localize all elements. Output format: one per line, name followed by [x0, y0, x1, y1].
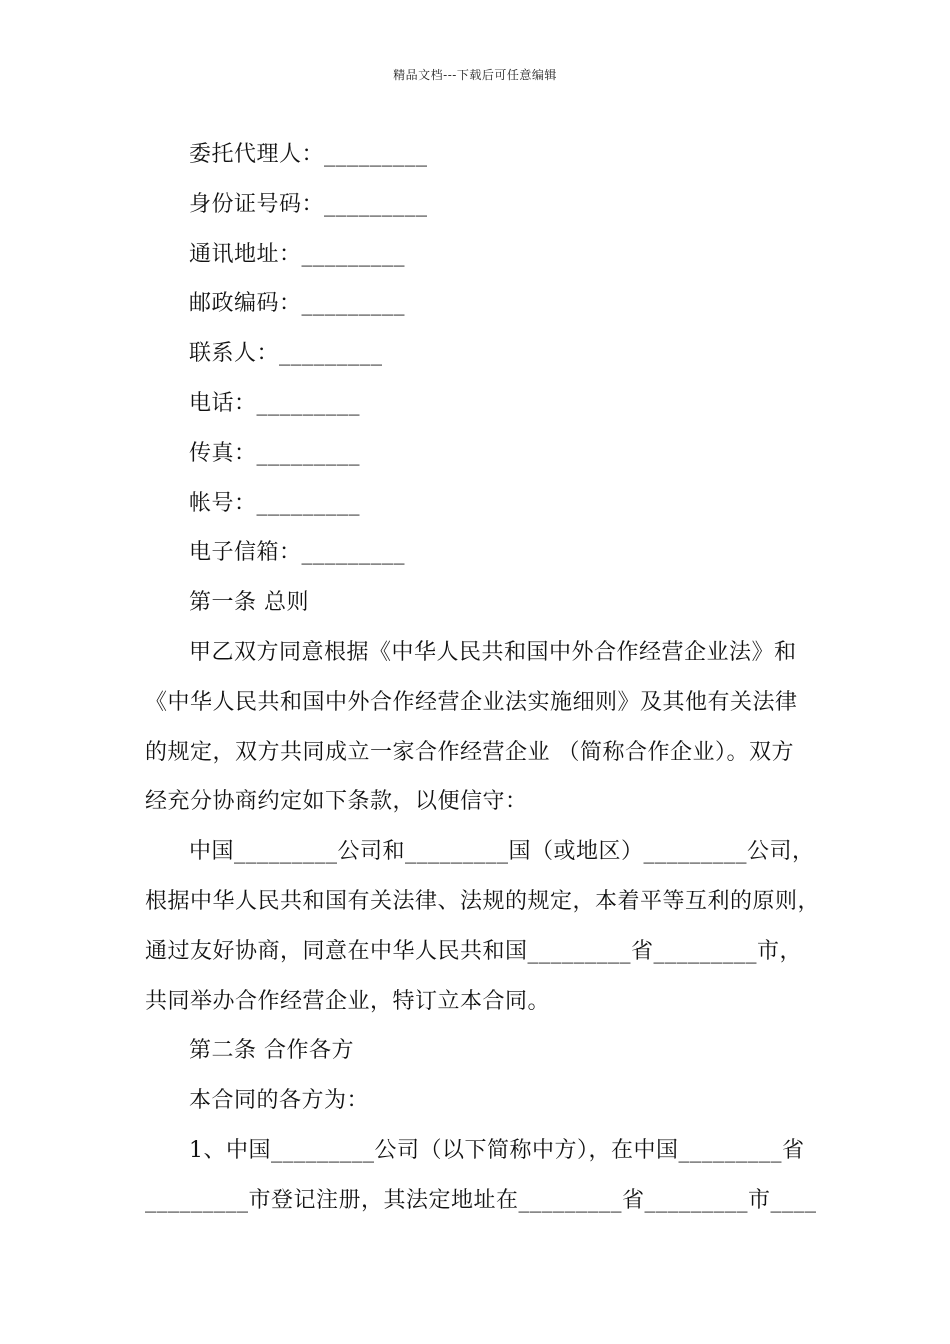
paragraph-line: 通过友好协商，同意在中华人民共和国_________省_________市，: [145, 938, 803, 964]
paragraph-line: 甲乙双方同意根据《中华人民共和国中外合作经营企业法》和: [189, 639, 797, 665]
field-agent: 委托代理人：_________: [189, 142, 428, 167]
article-1-heading: 第一条 总则: [189, 590, 309, 616]
paragraph-line: 根据中华人民共和国有关法律、法规的规定，本着平等互利的原则，: [145, 888, 821, 914]
paragraph-line: 共同举办合作经营企业，特订立本合同。: [145, 988, 551, 1014]
page-header: 精品文档---下载后可任意编辑: [393, 68, 557, 82]
article-2-heading: 第二条 合作各方: [189, 1038, 354, 1064]
field-phone: 电话：_________: [189, 390, 361, 416]
paragraph-line: 本合同的各方为：: [189, 1088, 370, 1114]
paragraph-line: 中国_________公司和_________国（或地区）_________公司，: [189, 839, 815, 865]
paragraph-line: 1、中国_________公司（以下简称中方），在中国_________省: [189, 1137, 805, 1163]
document-body: [145, 130, 825, 1226]
paragraph-line: 经充分协商约定如下条款，以便信守：: [145, 789, 528, 815]
paragraph-line: 《中华人民共和国中外合作经营企业法实施细则》及其他有关法律: [145, 689, 798, 715]
field-id-number: 身份证号码：_________: [189, 191, 428, 217]
paragraph-line: 的规定，双方共同成立一家合作经营企业 （简称合作企业）。双方: [145, 739, 794, 765]
field-email: 电子信箱：_________: [189, 540, 406, 566]
field-fax: 传真：_________: [189, 440, 361, 466]
field-contact: 联系人：_________: [189, 341, 383, 367]
paragraph-line: _________市登记注册，其法定地址在_________省_________市____: [145, 1187, 817, 1213]
field-address: 通讯地址：_________: [189, 241, 406, 267]
field-postcode: 邮政编码：_________: [189, 291, 406, 317]
field-account: 帐号：_________: [189, 490, 361, 516]
